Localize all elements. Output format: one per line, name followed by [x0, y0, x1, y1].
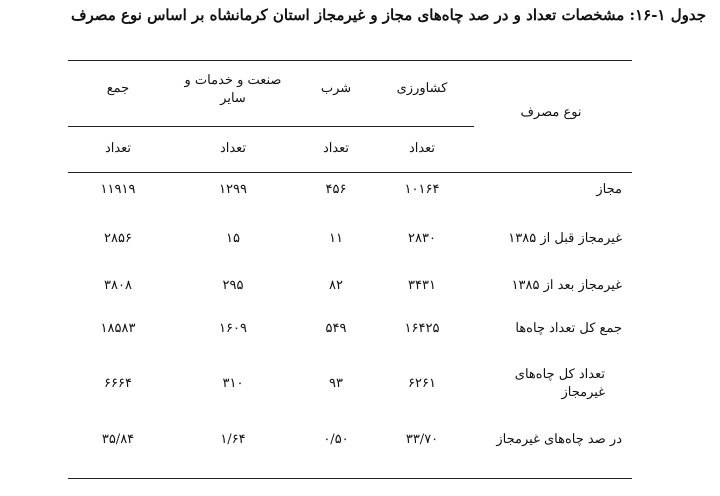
bottom-rule — [68, 478, 632, 479]
table-cell: ۶۶۶۴ — [104, 376, 132, 391]
table-cell: ۵۴۹ — [325, 321, 347, 336]
table-cell: ۱۶۴۲۵ — [404, 321, 440, 336]
table-cell: ۳۱۰ — [222, 376, 244, 391]
usage-type-header: نوع مصرف — [520, 105, 582, 120]
table-cell: ۱۱ — [329, 231, 343, 246]
row-label: در صد چاه‌های غیرمجاز — [496, 432, 622, 447]
row-label: تعداد کل چاه‌های غیرمجاز — [514, 367, 605, 400]
table-cell: ۲۸۵۶ — [104, 231, 132, 246]
row-label: غیرمجاز قبل از ۱۳۸۵ — [508, 231, 622, 246]
subheader-drinking-count: تعداد — [322, 141, 350, 156]
row-label: مجاز — [596, 182, 622, 197]
table-caption: جدول ۱-۱۶: مشخصات تعداد و در صد چاه‌های مجاز و غیرمجاز استان کرمانشاه بر اساس نوع مصرف — [70, 6, 706, 24]
header-mid-rule — [68, 126, 474, 127]
table-cell: ۳۳/۷۰ — [405, 432, 439, 447]
top-rule — [68, 60, 632, 61]
subheader-agriculture-count: تعداد — [408, 141, 436, 156]
table-cell: ۳۵/۸۴ — [101, 432, 135, 447]
table-cell: ۱۸۵۸۳ — [100, 321, 136, 336]
table-cell: ۱/۶۴ — [220, 432, 246, 447]
table-cell: ۸۲ — [329, 278, 343, 293]
table-cell: ۶۲۶۱ — [408, 376, 436, 391]
subheader-total-count: تعداد — [104, 141, 132, 156]
table-cell: ۱۰۱۶۴ — [404, 182, 440, 197]
table-cell: ۱۱۹۱۹ — [100, 182, 136, 197]
header-bottom-rule — [68, 172, 632, 173]
table-cell: ۰/۵۰ — [323, 432, 349, 447]
column-header-industry: صنعت و خدمات و سایر — [184, 73, 282, 106]
row-label: غیرمجاز بعد از ۱۳۸۵ — [511, 278, 622, 293]
table-cell: ۱۵ — [226, 231, 240, 246]
table-cell: ۱۲۹۹ — [219, 182, 247, 197]
table-cell: ۳۴۳۱ — [408, 278, 436, 293]
table-cell: ۱۶۰۹ — [219, 321, 247, 336]
column-header-drinking: شرب — [320, 81, 352, 96]
table-cell: ۲۸۳۰ — [408, 231, 436, 246]
column-header-total: جمع — [106, 81, 130, 96]
table-cell: ۴۵۶ — [325, 182, 347, 197]
column-header-agriculture: کشاورزی — [396, 81, 448, 96]
table-cell: ۲۹۵ — [222, 278, 244, 293]
subheader-industry-count: تعداد — [219, 141, 247, 156]
table-cell: ۹۳ — [329, 376, 343, 391]
row-label: جمع کل تعداد چاه‌ها — [515, 321, 622, 336]
table-cell: ۳۸۰۸ — [104, 278, 132, 293]
